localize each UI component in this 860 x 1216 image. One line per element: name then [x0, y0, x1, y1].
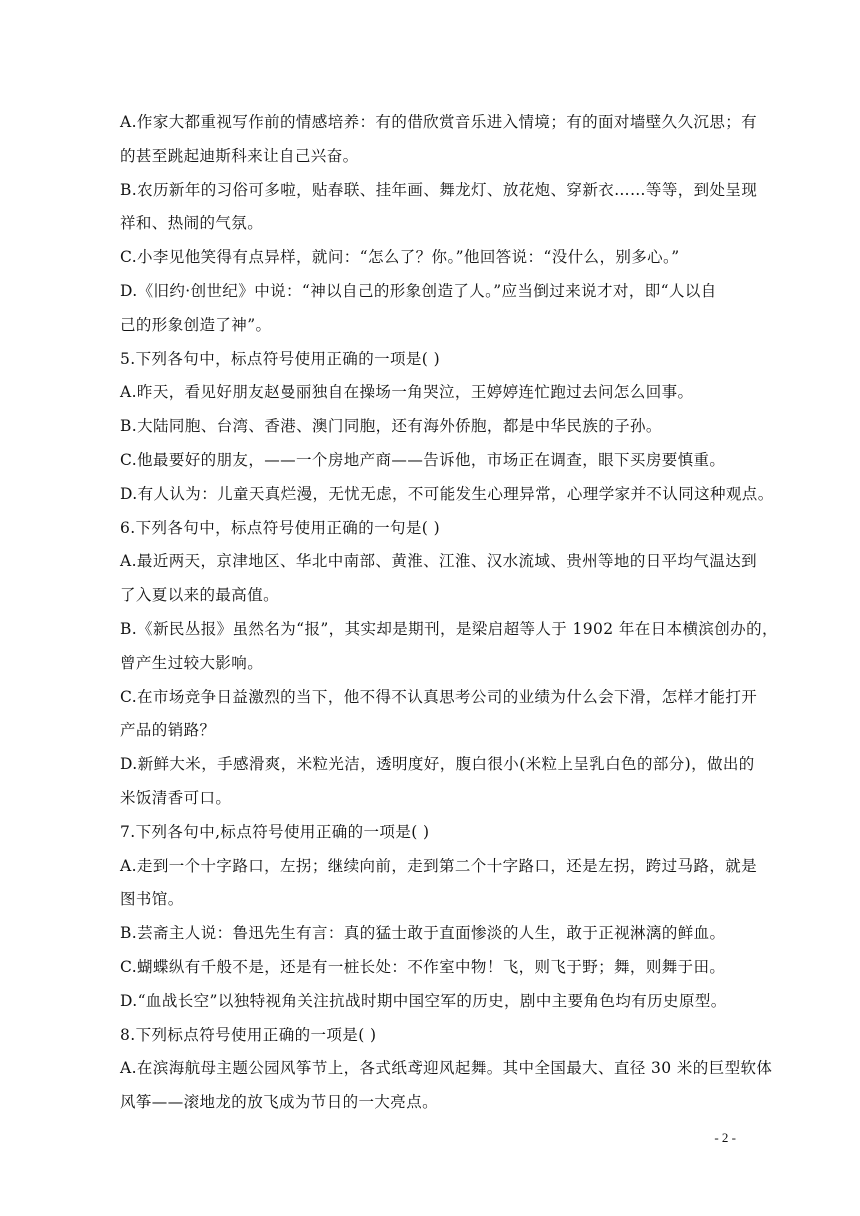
question-heading: 5.下列各句中，标点符号使用正确的一项是( ) — [120, 349, 441, 368]
text-line: A.作家大都重视写作前的情感培养：有的借欣赏音乐进入情境；有的面对墙壁久久沉思；有 — [120, 113, 758, 131]
question-heading: 6.下列各句中，标点符号使用正确的一句是( ) — [120, 518, 441, 537]
option-line: B.《新民丛报》虽然名为“报”，其实却是期刊，是梁启超等人于 1902 年在日本横滨创办的， — [120, 619, 778, 638]
option-line: C.他最要好的朋友，——一个房地产商——告诉他，市场正在调查，眼下买房要慎重。 — [120, 450, 726, 469]
option-line: A.走到一个十字路口，左拐；继续向前，走到第二个十字路口，还是左拐，跨过马路，就是 — [120, 856, 758, 875]
option-line: 产品的销路？ — [120, 721, 216, 740]
option-line: A.在滨海航母主题公园风筝节上，各式纸鸢迎风起舞。其中全国最大、直径 30 米的巨型软体 — [120, 1059, 773, 1078]
option-line: C.在市场竞争日益激烈的当下，他不得不认真思考公司的业绩为什么会下滑，怎样才能打开 — [120, 687, 758, 706]
option-line: D.有人认为：儿童天真烂漫，无忧无虑，不可能发生心理异常，心理学家并不认同这种观点。 — [120, 484, 774, 503]
page-number: - 2 - — [714, 1130, 736, 1145]
option-line: 风筝——滚地龙的放飞成为节日的一大亮点。 — [120, 1093, 439, 1112]
option-line: 了入夏以来的最高值。 — [120, 586, 280, 605]
text-line: C.小李见他笑得有点异样，就问：“怎么了？你。”他回答说：“没什么，别多心。” — [120, 248, 680, 267]
text-line: D.《旧约·创世纪》中说：“神以自己的形象创造了人。”应当倒过来说才对，即“人以自 — [120, 281, 717, 300]
option-line: B.芸斋主人说：鲁迅先生有言：真的猛士敢于直面惨淡的人生，敢于正视淋漓的鲜血。 — [120, 924, 726, 943]
text-line: 的甚至跳起迪斯科来让自己兴奋。 — [120, 146, 359, 165]
option-line: 曾产生过较大影响。 — [120, 653, 264, 672]
option-line: C.蝴蝶纵有千般不是，还是有一桩长处：不作室中物！飞，则飞于野；舞，则舞于田。 — [120, 957, 726, 976]
option-line: D.新鲜大米，手感滑爽，米粒光洁，透明度好，腹白很小(米粒上呈乳白色的部分)，做出的 — [120, 755, 755, 774]
text-line: B.农历新年的习俗可多啦，贴春联、挂年画、舞龙灯、放花炮、穿新衣……等等，到处呈现 — [120, 180, 758, 199]
question-heading: 8.下列标点符号使用正确的一项是( ) — [120, 1025, 377, 1044]
option-line: A.最近两天，京津地区、华北中南部、黄淮、江淮、汉水流域、贵州等地的日平均气温达到 — [120, 552, 758, 571]
text-line: 己的形象创造了神”。 — [120, 315, 272, 334]
question-text-block — [120, 106, 778, 1120]
text-line: 祥和、热闹的气氛。 — [120, 214, 264, 233]
question-heading: 7.下列各句中,标点符号使用正确的一项是( ) — [120, 822, 430, 841]
option-line: 米饭清香可口。 — [120, 788, 232, 807]
option-line: D.“血战长空”以独特视角关注抗战时期中国空军的历史，剧中主要角色均有历史原型。 — [120, 991, 727, 1010]
option-line: 图书馆。 — [120, 890, 184, 909]
option-line: A.昨天，看见好朋友赵曼丽独自在操场一角哭泣，王婷婷连忙跑过去问怎么回事。 — [120, 383, 694, 402]
option-line: B.大陆同胞、台湾、香港、澳门同胞，还有海外侨胞，都是中华民族的子孙。 — [120, 417, 662, 436]
